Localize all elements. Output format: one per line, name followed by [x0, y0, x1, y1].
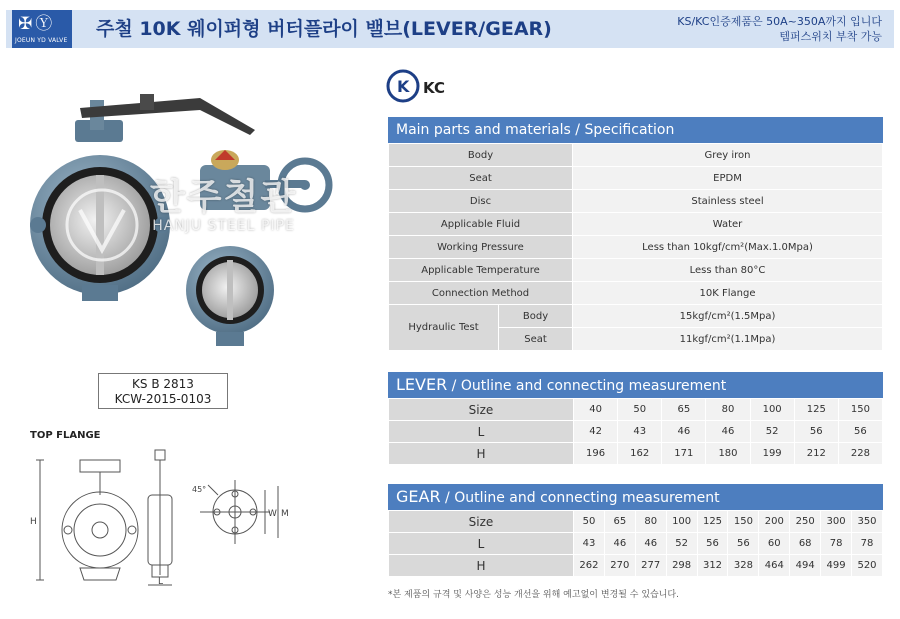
gear-cell: 298 — [666, 555, 697, 577]
gear-table-body — [389, 511, 883, 577]
gear-cell: 250 — [790, 511, 821, 533]
gear-cell: 494 — [790, 555, 821, 577]
standard-kcw: KCW-2015-0103 — [114, 392, 212, 406]
watermark-english: HANJU STEEL PIPE — [152, 218, 295, 234]
gear-cell: 100 — [666, 511, 697, 533]
spec-value: Less than 80°C — [573, 259, 883, 282]
lever-cell: 150 — [838, 399, 882, 421]
brand-logo — [12, 10, 72, 48]
lever-cell: 180 — [706, 443, 750, 465]
lever-cell: 43 — [618, 421, 662, 443]
spec-value: EPDM — [573, 167, 883, 190]
gear-cell: 78 — [821, 533, 852, 555]
gear-row-h — [389, 555, 883, 577]
lever-cell: 65 — [662, 399, 706, 421]
lever-table — [388, 398, 883, 465]
gear-cell: 350 — [852, 511, 883, 533]
spec-label: Applicable Temperature — [389, 259, 573, 282]
lever-cell: 199 — [750, 443, 794, 465]
logo-symbol: ✠Ⓨ — [18, 14, 56, 34]
certification-note — [677, 14, 882, 44]
spec-table-body — [389, 144, 883, 351]
lever-heading-rest: / Outline and connecting measurement — [447, 378, 727, 394]
lever-cell: 212 — [794, 443, 838, 465]
spec-row-hydraulic-body — [389, 305, 883, 328]
lever-row-h — [389, 443, 883, 465]
header — [0, 0, 900, 58]
spec-row — [389, 282, 883, 305]
gear-cell: 312 — [697, 555, 728, 577]
spec-row — [389, 167, 883, 190]
spec-value: Less than 10kgf/cm²(Max.1.0Mpa) — [573, 236, 883, 259]
lever-cell: 40 — [574, 399, 618, 421]
gear-cell: 125 — [697, 511, 728, 533]
certification-marks — [385, 66, 455, 106]
spec-value: Stainless steel — [573, 190, 883, 213]
logo-text: JOEUN YD VALVE — [15, 37, 68, 44]
lever-row-label: L — [389, 421, 574, 443]
gear-cell: 300 — [821, 511, 852, 533]
spec-value: Water — [573, 213, 883, 236]
gear-cell: 80 — [635, 511, 666, 533]
gear-heading-main: GEAR — [396, 487, 441, 506]
lever-cell: 171 — [662, 443, 706, 465]
lever-cell: 196 — [574, 443, 618, 465]
ks-mark-text: K — [397, 77, 410, 96]
lever-cell: 125 — [794, 399, 838, 421]
gear-cell: 499 — [821, 555, 852, 577]
spec-row — [389, 213, 883, 236]
lever-heading — [388, 372, 883, 398]
gear-cell: 52 — [666, 533, 697, 555]
spec-label: Working Pressure — [389, 236, 573, 259]
gear-cell: 68 — [790, 533, 821, 555]
lever-cell: 100 — [750, 399, 794, 421]
spec-label: Body — [389, 144, 573, 167]
lever-heading-main: LEVER — [396, 375, 448, 394]
gear-cell: 200 — [759, 511, 790, 533]
spec-row — [389, 144, 883, 167]
note-line-1: KS/KC인증제품은 50A~350A까지 입니다 — [677, 15, 882, 28]
page-title: 주철 10K 웨이퍼형 버터플라이 밸브(LEVER/GEAR) — [96, 18, 552, 40]
gear-cell: 270 — [604, 555, 635, 577]
dim-h-label: H — [30, 517, 37, 527]
gear-row-label: L — [389, 533, 574, 555]
gear-row-size — [389, 511, 883, 533]
dim-m-label: M — [281, 509, 289, 519]
gear-cell: 56 — [728, 533, 759, 555]
gear-heading — [388, 484, 883, 510]
gear-row-label: Size — [389, 511, 574, 533]
hydraulic-body-value: 15kgf/cm²(1.5Mpa) — [573, 305, 883, 328]
gear-cell: 46 — [635, 533, 666, 555]
footnote: *본 제품의 규격 및 사양은 성능 개선을 위해 예고없이 변경될 수 있습니다. — [388, 590, 679, 600]
gear-cell: 78 — [852, 533, 883, 555]
dim-w-label: W — [268, 509, 277, 519]
spec-table — [388, 143, 883, 351]
hydraulic-seat-label: Seat — [499, 328, 573, 351]
spec-value: 10K Flange — [573, 282, 883, 305]
gear-row-l — [389, 533, 883, 555]
lever-cell: 46 — [706, 421, 750, 443]
dim-l-label: L — [158, 577, 164, 587]
lever-cell: 228 — [838, 443, 882, 465]
hydraulic-test-label: Hydraulic Test — [389, 305, 499, 351]
spec-label: Applicable Fluid — [389, 213, 573, 236]
gear-cell: 56 — [697, 533, 728, 555]
top-flange-label: TOP FLANGE — [30, 430, 101, 441]
note-line-2: 템퍼스위치 부착 가능 — [779, 30, 882, 43]
gear-cell: 464 — [759, 555, 790, 577]
lever-row-size — [389, 399, 883, 421]
lever-cell: 80 — [706, 399, 750, 421]
lever-cell: 162 — [618, 443, 662, 465]
spec-label: Disc — [389, 190, 573, 213]
spec-value: Grey iron — [573, 144, 883, 167]
standard-ks: KS B 2813 — [132, 377, 194, 391]
spec-label: Seat — [389, 167, 573, 190]
lever-table-body — [389, 399, 883, 465]
lever-cell: 56 — [794, 421, 838, 443]
spec-row — [389, 190, 883, 213]
gear-cell: 277 — [635, 555, 666, 577]
spec-heading: Main parts and materials / Specification — [388, 117, 883, 143]
lever-cell: 46 — [662, 421, 706, 443]
lever-cell: 52 — [750, 421, 794, 443]
gear-row-label: H — [389, 555, 574, 577]
standard-box — [98, 373, 228, 409]
gear-cell: 50 — [574, 511, 605, 533]
gear-cell: 520 — [852, 555, 883, 577]
spec-row — [389, 259, 883, 282]
lever-cell: 42 — [574, 421, 618, 443]
gear-cell: 328 — [728, 555, 759, 577]
watermark-korean: 한주철관 — [150, 177, 298, 218]
lever-row-l — [389, 421, 883, 443]
angle-label: 45° — [192, 485, 207, 494]
gear-heading-rest: / Outline and connecting measurement — [440, 490, 720, 506]
lever-row-label: Size — [389, 399, 574, 421]
hydraulic-body-label: Body — [499, 305, 573, 328]
gear-cell: 46 — [604, 533, 635, 555]
gear-cell: 150 — [728, 511, 759, 533]
gear-cell: 65 — [604, 511, 635, 533]
watermark — [150, 178, 297, 234]
lever-row-label: H — [389, 443, 574, 465]
spec-row — [389, 236, 883, 259]
lever-cell: 56 — [838, 421, 882, 443]
gear-cell: 60 — [759, 533, 790, 555]
gear-table — [388, 510, 883, 577]
lever-cell: 50 — [618, 399, 662, 421]
kc-mark-text: KC — [423, 79, 445, 97]
spec-label: Connection Method — [389, 282, 573, 305]
outline-drawing — [20, 440, 380, 590]
gear-cell: 43 — [574, 533, 605, 555]
gear-cell: 262 — [574, 555, 605, 577]
hydraulic-seat-value: 11kgf/cm²(1.1Mpa) — [573, 328, 883, 351]
